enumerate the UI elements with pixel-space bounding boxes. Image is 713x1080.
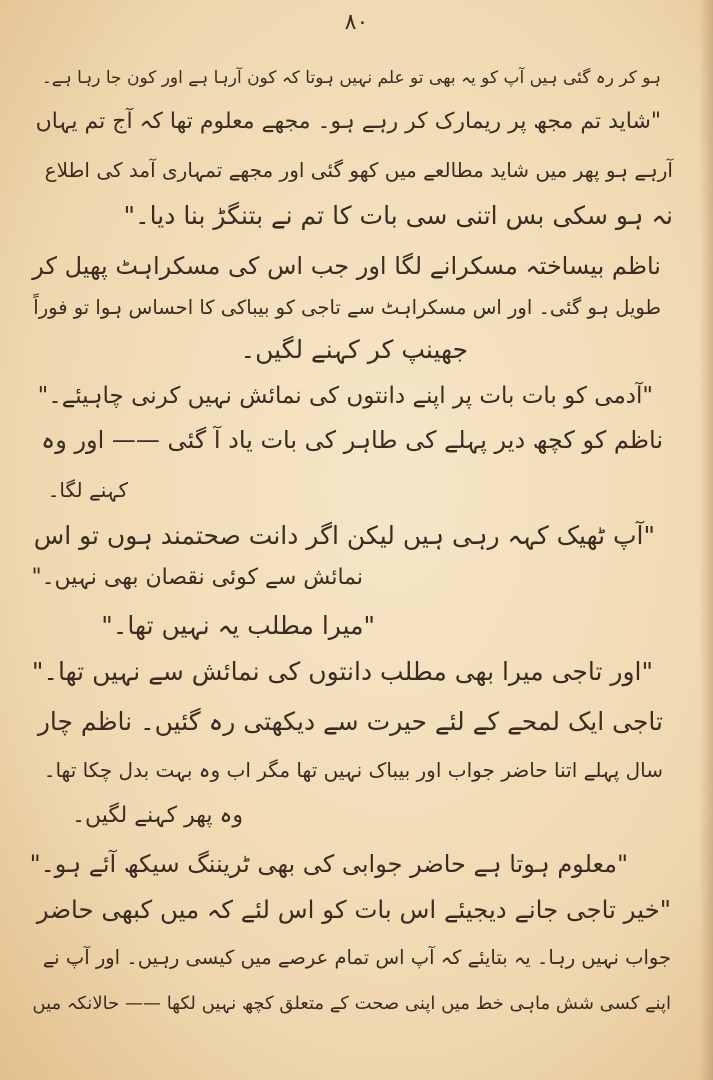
text-line: وہ پھر کہنے لگیں۔: [72, 803, 243, 828]
text-line: طویل ہو گئی۔ اور اس مسکراہٹ سے تاجی کو بیباکی کا احساس ہوا تو فوراً: [33, 296, 661, 319]
text-line: "آدمی کو بات بات پر اپنے دانتوں کی نمائش نہیں کرنی چاہیئے۔": [37, 383, 653, 409]
text-line: "معلوم ہوتا ہے حاضر جوابی کی بھی ٹریننگ سیکھ آئے ہو۔": [29, 850, 628, 878]
page-number: ۸۰: [344, 10, 369, 35]
text-line: "اور تاجی میرا بھی مطلب دانتوں کی نمائش سے نہیں تھا۔": [31, 657, 653, 686]
text-line: "میرا مطلب یہ نہیں تھا۔": [101, 611, 375, 640]
text-line: تاجی ایک لمحے کے لئے حیرت سے دیکھتی رہ گئیں۔ ناظم چار: [37, 707, 663, 736]
text-line: ناظم کو کچھ دیر پہلے کی طاہر کی بات یاد آ گئی —— اور وہ: [41, 426, 663, 454]
text-line: آرہے ہو پھر میں شاید مطالعے میں کھو گئی اور مجھے تمہاری آمد کی اطلاع: [44, 158, 673, 182]
text-line: جواب نہیں رہا۔ یہ بتایئے کہ آپ اس تمام عرصے میں کیسی رہیں۔ اور آپ نے: [42, 946, 671, 969]
page-edge-shadow: [699, 0, 713, 1080]
text-line: "شاید تم مجھ پر ریمارک کر رہے ہو۔ مجھے معلوم تھا کہ آج تم یہاں: [35, 109, 661, 134]
text-line: نمائش سے کوئی نقصان بھی نہیں۔": [31, 565, 363, 590]
text-line: "خیر تاجی جانے دیجیئے اس بات کو اس لئے کہ میں کبھی حاضر: [36, 895, 671, 924]
text-line: نہ ہو سکی بس اتنی سی بات کا تم نے بتنگڑ بنا دیا۔": [123, 201, 673, 230]
text-line: سال پہلے اتنا حاضر جواب اور بیباک نہیں تھا مگر اب وہ بہت بدل چکا تھا۔: [43, 758, 663, 782]
text-line: کہنے لگا۔: [47, 478, 128, 502]
text-line: "آپ ٹھیک کہہ رہی ہیں لیکن اگر دانت صحتمند ہوں تو اس: [33, 521, 655, 550]
text-line: اپنے کسی شش ماہی خط میں اپنی صحت کے متعلق کچھ نہیں لکھا —— حالانکہ میں: [32, 993, 671, 1014]
text-line: ناظم بیساختہ مسکرانے لگا اور جب اس کی مسکراہٹ پھیل کر: [32, 252, 661, 280]
text-line: ہو کر رہ گئی ہیں آپ کو یہ بھی تو علم نہیں ہوتا کہ کون آرہا ہے اور کون جا رہا ہے۔: [41, 68, 661, 88]
text-line: جھینپ کر کہنے لگیں۔: [240, 335, 468, 364]
